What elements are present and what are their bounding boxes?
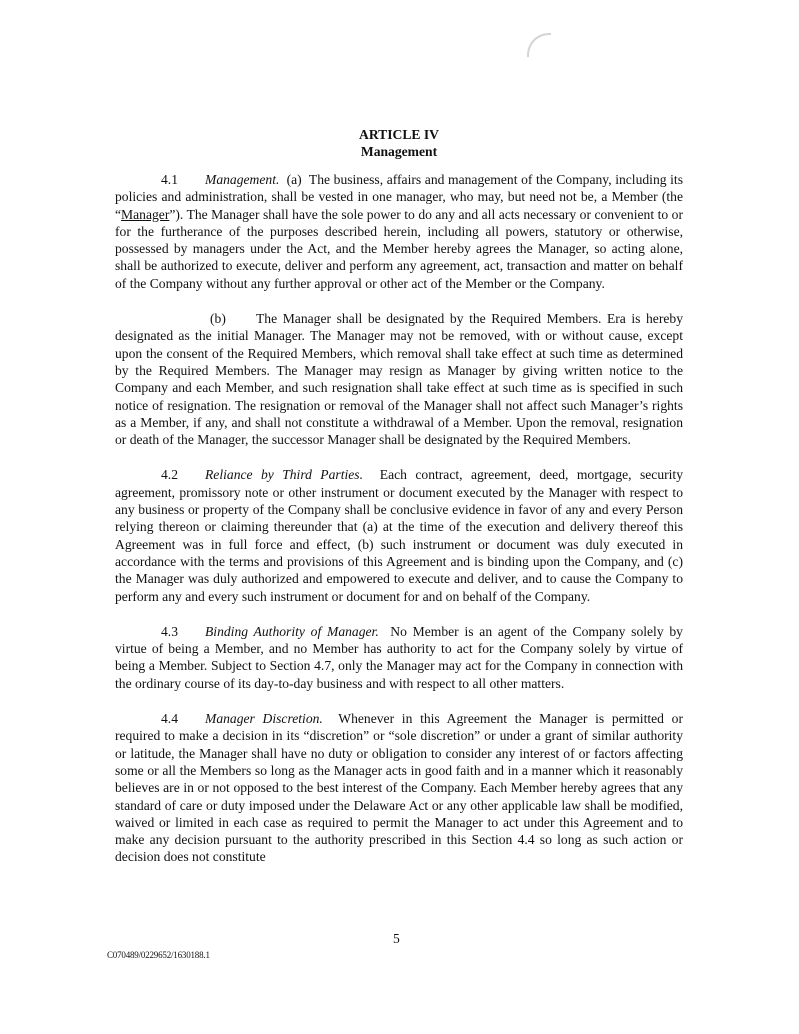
article-title: Management (360, 144, 438, 159)
section-title: Management. (205, 172, 280, 187)
section-title: Manager Discretion. (205, 711, 323, 727)
document-id: C070489/0229652/1630188.1 (107, 950, 210, 960)
section-number: 4.4 (161, 711, 178, 727)
section-4-4 (115, 710, 683, 866)
section-text: The business, affairs and management of the Company, including its policies and administration, shall be vested in one manager, who may, but need not be, a Member (the “ (115, 172, 684, 222)
section-number: 4.2 (161, 467, 178, 483)
section-4-2 (115, 466, 683, 604)
section-4-1-b (115, 310, 683, 448)
section-text: Whenever in this Agreement the Manager is permitted or required to make a decision in its “discretion” or “sole discretion” or under a grant of similar authority or latitude, the Manager shall have no duty or obligation to consider any interest of or factors affecting some or all the Members so long as the Manager acts in good faith and in a manner which it reasonably believes are in or not opposed to the best interest of the Company. Each Member hereby agrees that any standard of care or duty imposed under the Delaware Act or any other applicable law shall be modified, waived or limited in each case as required to permit the Manager to act under this Agreement and to make any decision pursuant to the authority prescribed in this Section 4.4 so long as such action or decision does not constitute (115, 711, 684, 865)
section-text: The Manager shall be designated by the Required Members. Era is hereby designated as the initial Manager. The Manager may not be removed, with or without cause, except upon the consent of the Required Members, which removal shall take effect at such time as determined by the Required Members. The Manager may resign as Manager by giving written notice to the Company and each Member, and such resignation shall take effect at such time as is specified in such notice of resignation. The resignation or removal of the Manager shall not affect such Manager’s rights as a Member, if any, and shall not constitute a withdrawal of a Member. Upon the removal, resignation or death of the Manager, the successor Manager shall be designated by the Required Members. (115, 311, 683, 448)
section-number: 4.1 (161, 172, 178, 187)
subpart-label: (a) (286, 172, 302, 187)
section-4-3 (115, 623, 683, 692)
page-number: 5 (393, 931, 400, 946)
section-number: 4.3 (161, 623, 178, 639)
defined-term-manager: Manager (121, 206, 170, 222)
document-page (115, 126, 683, 884)
section-title: Binding Authority of Manager. (205, 623, 379, 639)
article-heading (115, 126, 683, 160)
scan-artifact (527, 33, 551, 57)
section-4-1-a (115, 171, 683, 292)
article-number: ARTICLE IV (359, 127, 439, 142)
section-text: ”). The Manager shall have the sole power to do any and all acts necessary or convenient to or for the furtherance of the purposes described herein, including all powers, statutory or otherwise, possessed by managers under the Act, and the Member hereby agrees the Manager, so acting alone, shall be authorized to execute, deliver and perform any agreement, act, transaction and matter on behalf of the Company without any further approval or other act of the Member or the Company. (115, 206, 683, 291)
section-title: Reliance by Third Parties. (205, 467, 363, 483)
subpart-label: (b) (210, 311, 226, 327)
section-text: Each contract, agreement, deed, mortgage, security agreement, promissory note or other instrument or document executed by the Manager with respect to any business or property of the Company shall be conclusive evidence in favor of any and every Person relying thereon or claiming thereunder that (a) at the time of the execution and delivery thereof this Agreement was in full force and effect, (b) such instrument or document was duly executed in accordance with the terms and provisions of this Agreement and is binding upon the Company, and (c) the Manager was duly authorized and empowered to execute and deliver, and to cause the Company to perform any and every such instrument or document for and on behalf of the Company. (115, 467, 683, 604)
section-text: No Member is an agent of the Company solely by virtue of being a Member, and no Member has authority to act for the Company solely by virtue of being a Member. Subject to Section 4.7, only the Manager may act for the Company in connection with the ordinary course of its day-to-day business and with respect to all other matters. (115, 623, 683, 691)
